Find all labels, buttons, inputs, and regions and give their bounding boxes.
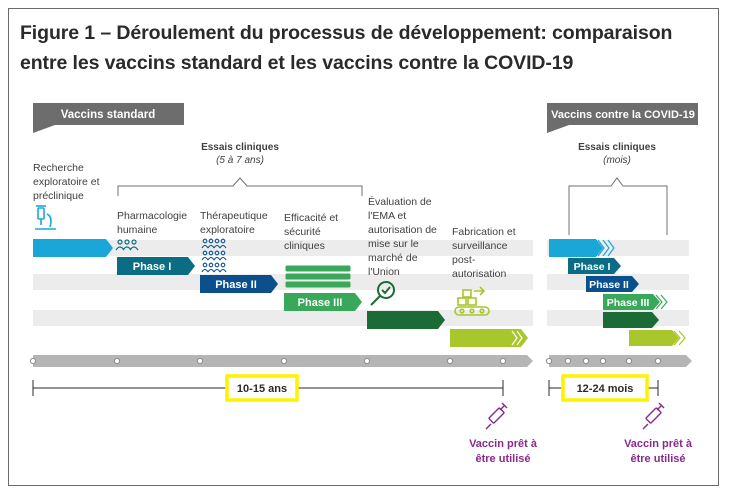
covid-header-label: Vaccins contre la COVID-19 <box>551 109 695 121</box>
standard-trials-label: Essais cliniques <box>201 142 279 153</box>
phase2-caption-line-1: Thérapeutique <box>200 210 268 222</box>
ema-caption-line-5: marché de <box>368 252 418 264</box>
phase1-caption-line-1: Pharmacologie <box>117 210 188 222</box>
syringe-icon-standard <box>486 403 507 429</box>
manufacturing-caption-line-1: Fabrication et <box>452 226 516 238</box>
standard-ready-line-1: Vaccin prêt à <box>469 438 537 450</box>
people-icon-phase-3 <box>286 266 350 287</box>
covid-ready-line-1: Vaccin prêt à <box>624 438 692 450</box>
duration-covid-label: 12-24 mois <box>576 383 634 395</box>
phase-3-label: Phase III <box>297 297 343 309</box>
ema-caption-line-2: l'EMA et <box>368 210 407 222</box>
covid-trials-duration: (mois) <box>603 155 631 166</box>
arrow-research <box>33 239 113 257</box>
standard-header-label: Vaccins standard <box>60 109 156 121</box>
manufacturing-caption-line-2: surveillance <box>452 240 508 252</box>
ema-caption-line-4: mise sur le <box>368 238 419 250</box>
ema-caption-line-1: Évaluation de <box>368 196 432 208</box>
duration-standard-label: 10-15 ans <box>236 383 288 395</box>
covid-trials-label: Essais cliniques <box>578 142 656 153</box>
covid-arrow-ema <box>603 312 659 328</box>
syringe-icon-covid <box>643 403 664 429</box>
covid-phase-2-label: Phase II <box>589 279 629 291</box>
research-caption-line-2: exploratoire et <box>33 176 100 188</box>
phase2-caption-line-2: exploratoire <box>200 224 255 236</box>
timeline-standard <box>30 355 533 367</box>
research-caption-line-1: Recherche <box>33 162 84 174</box>
covid-arrow-manufacturing <box>629 330 679 346</box>
covid-phase-1-label: Phase I <box>573 261 611 273</box>
timeline-covid <box>546 355 692 367</box>
phase-1-label: Phase I <box>132 261 172 273</box>
covid-phase-3-label: Phase III <box>606 297 650 309</box>
standard-trials-brace <box>118 178 362 196</box>
covid-arrow-research <box>549 239 603 257</box>
phase3-caption-line-2: sécurité <box>284 226 321 238</box>
research-caption-line-3: préclinique <box>33 190 84 202</box>
ema-caption-line-6: l'Union <box>368 266 400 278</box>
covid-trials-brace <box>569 178 667 235</box>
manufacturing-caption-line-4: autorisation <box>452 268 507 280</box>
ema-caption-line-3: autorisation de <box>368 224 437 236</box>
standard-header <box>33 103 184 133</box>
covid-header <box>547 103 698 133</box>
covid-ready-line-2: être utilisé <box>630 453 686 465</box>
microscope-icon <box>35 206 56 229</box>
phase-2-label: Phase II <box>215 279 257 291</box>
phase3-caption-line-3: cliniques <box>284 240 325 252</box>
phase1-caption-line-2: humaine <box>117 224 158 236</box>
figure-title-line-1: Figure 1 – Déroulement du processus de développement: comparaison <box>20 22 673 44</box>
figure-title-line-2: entre les vaccins standard et les vaccins contre la COVID-19 <box>20 52 574 74</box>
arrow-ema <box>367 311 445 329</box>
band-3 <box>33 310 533 326</box>
manufacturing-caption-line-3: post- <box>452 254 476 266</box>
phase3-caption-line-1: Efficacité et <box>284 212 339 224</box>
standard-ready-line-2: être utilisé <box>475 453 531 465</box>
standard-trials-duration: (5 à 7 ans) <box>216 155 264 166</box>
